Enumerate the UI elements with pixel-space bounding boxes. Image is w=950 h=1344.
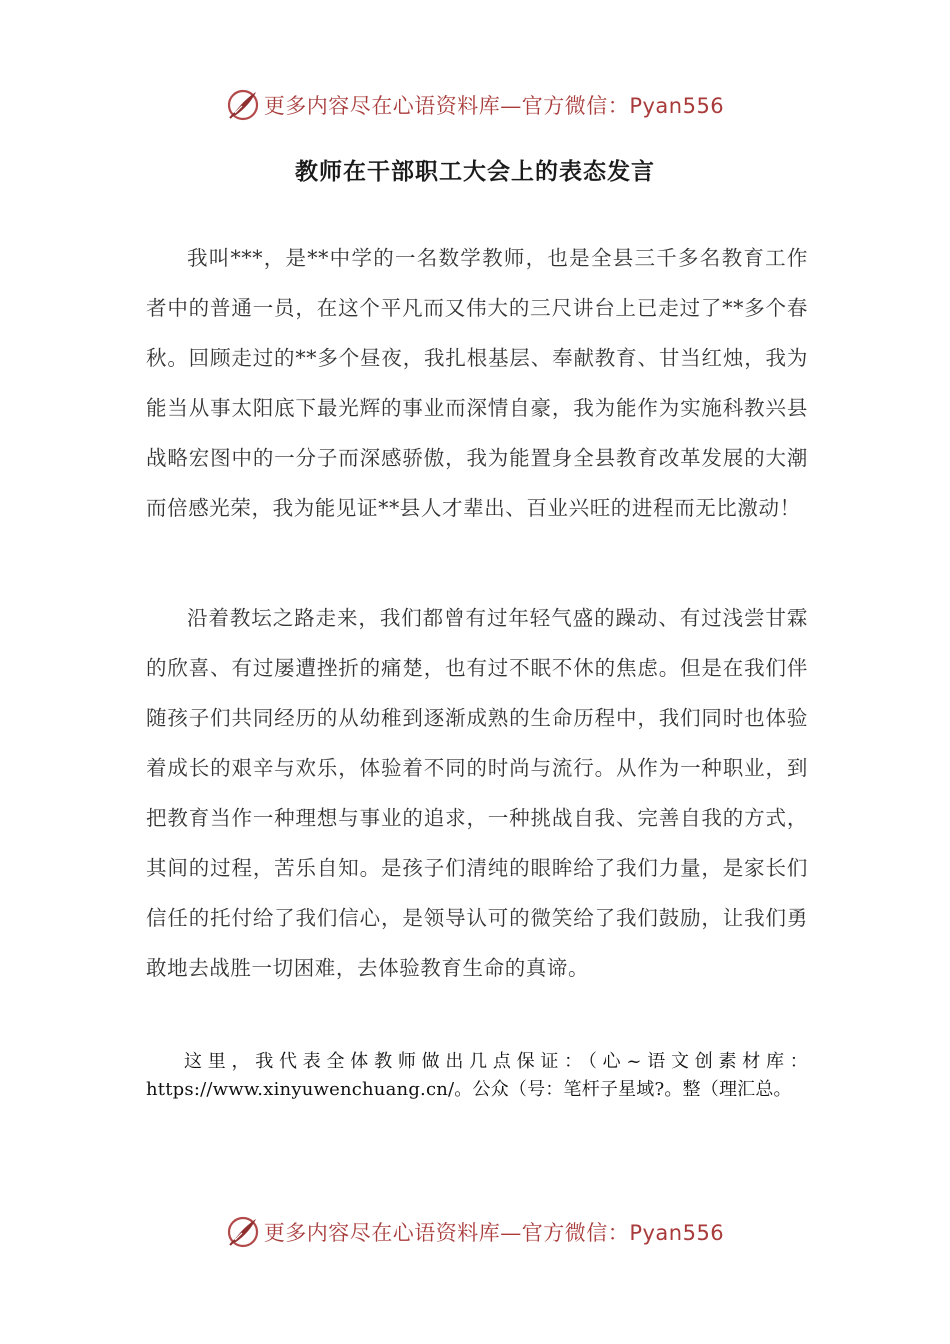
paragraph-2: 沿着教坛之路走来，我们都曾有过年轻气盛的躁动、有过浅尝甘霖的欣喜、有过屡遭挫折的痛楚，也有过不眠不休的焦虑。但是在我们伴随孩子们共同经历的从幼稚到逐渐成熟的生命历程中，我们同时也体验着成长的艰辛与欢乐，体验着不同的时尚与流行。从作为一种职业，到把教育当作一种理想与事业的追求，一种挑战自我、完善自我的方式，其间的过程，苦乐自知。是孩子们清纯的眼眸给了我们力量，是家长们信任的托付给了我们信心，是领导认可的微笑给了我们鼓励，让我们勇敢地去战胜一切困难，去体验教育生命的真谛。: [146, 605, 808, 980]
document-title: 教师在干部职工大会上的表态发言: [295, 159, 655, 185]
footer-banner: [0, 1210, 950, 1254]
header-banner: [0, 83, 950, 127]
quill-pen-logo-icon: [226, 1215, 260, 1249]
footer-wechat-id: Pyan556: [629, 1221, 725, 1245]
footer-banner-text: 更多内容尽在心语资料库—官方微信：Pyan556: [263, 1221, 725, 1245]
header-banner-text: 更多内容尽在心语资料库—官方微信：Pyan556: [263, 94, 725, 118]
quill-pen-logo-icon: [226, 88, 260, 122]
paragraph-1: 我叫***，是**中学的一名数学教师，也是全县三千多名教育工作者中的普通一员，在这个平凡而又伟大的三尺讲台上已走过了**多个春秋。回顾走过的**多个昼夜，我扎根基层、奉献教育、甘当红烛，我为能当从事太阳底下最光辉的事业而深情自豪，我为能作为实施科教兴县战略宏图中的一分子而深感骄傲，我为能置身全县教育改革发展的大潮而倍感光荣，我为能见证**县人才辈出、百业兴旺的进程而无比激动！: [146, 245, 808, 520]
header-wechat-id: Pyan556: [629, 94, 725, 118]
paragraph-3: 这里，我代表全体教师做出几点保证：（心~语文创素材库：https://www.xinyuwenchuang.cn/。公众（号：笔杆子星域?。整（理汇总。: [146, 1051, 808, 1100]
